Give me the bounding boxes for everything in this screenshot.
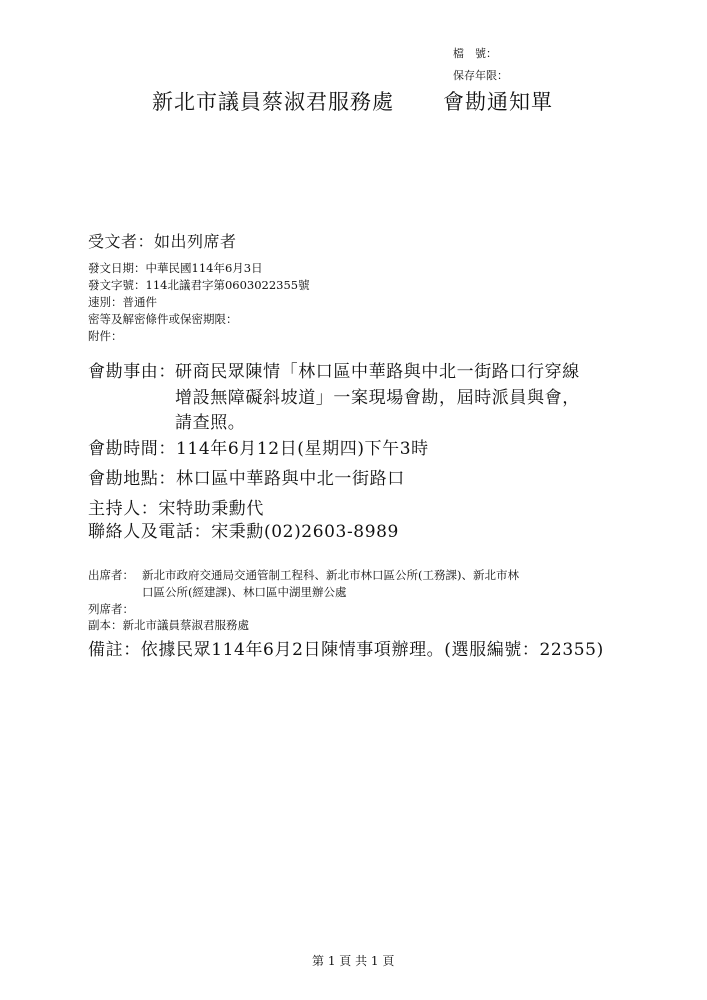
file-number-label: 檔 號： (453, 47, 497, 60)
meta-block (88, 260, 310, 345)
subject-line-1: 研商民眾陳情「林口區中華路與中北一街路口行穿線 (175, 362, 580, 382)
copy-recipient: 副本：新北市議員蔡淑君服務處 (88, 618, 249, 632)
attendees-line-2: 口區公所(經建課)、林口區中湖里辦公處 (142, 585, 347, 599)
delivery-speed: 速別：普通件 (88, 295, 157, 309)
issue-date: 發文日期：中華民國114年6月3日 (88, 261, 263, 275)
document-number: 發文字號：114北議君字第0603022355號 (88, 278, 310, 292)
remark: 備註：依據民眾114年6月2日陳情事項辦理。(選服編號：22355) (88, 640, 604, 660)
retention-period-label: 保存年限： (453, 69, 508, 82)
subject-line-3: 請查照。 (175, 413, 246, 433)
inspection-location: 會勘地點：林口區中華路與中北一街路口 (88, 469, 405, 489)
observers: 列席者： (88, 602, 134, 616)
subject-label: 會勘事由： (88, 362, 176, 382)
inspection-time: 會勘時間：114年6月12日(星期四)下午3時 (88, 439, 429, 459)
recipient-line: 受文者：如出列席者 (88, 232, 237, 251)
attachment: 附件： (88, 329, 123, 343)
office-title: 新北市議員蔡淑君服務處 (152, 90, 394, 114)
contact: 聯絡人及電話：宋秉勳(02)2603-8989 (88, 522, 399, 542)
attendees-line-1: 新北市政府交通局交通管制工程科、新北市林口區公所(工務課)、新北市林 (142, 568, 519, 582)
host: 主持人：宋特助秉勳代 (88, 499, 264, 519)
security-classification: 密等及解密條件或保密期限： (88, 312, 238, 326)
attendees-label: 出席者： (88, 568, 134, 582)
subject-line-2: 增設無障礙斜坡道」一案現場會勘，屆時派員與會， (175, 388, 580, 408)
page-number: 第 1 頁 共 1 頁 (312, 954, 395, 968)
document-type-title: 會勘通知單 (443, 90, 553, 114)
